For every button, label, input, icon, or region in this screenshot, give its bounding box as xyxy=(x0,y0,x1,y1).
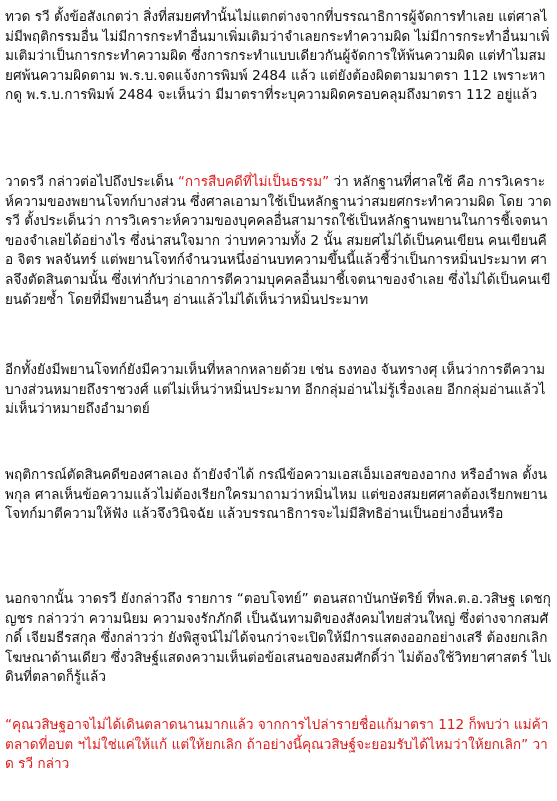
paragraph-2 xyxy=(5,173,552,310)
paragraph-3: อีกทั้งยังมีพยานโจทก์ยังมีความเห็นที่หลากหลายด้วย เช่น ธงทอง จันทรางศุ เห็นว่าการตีความบางส่วนหมายถึงราชวงศ์ แต่ไม่เห็นว่าหมิ่นประมาท อีกกลุ่มอ่านไม่รู้เรื่องเลย อีกกลุ่มอ่านแล้วไม่เห็นว่าหมายถึงอำมาตย์ xyxy=(5,362,546,418)
highlighted-phrase: “การสืบคดีที่ไม่เป็นธรรม” xyxy=(177,174,330,190)
paragraph-4: พฤติการณ์ตัดสินคดีของศาลเอง ถ้ายังจำได้ กรณีข้อความเอสเอ็มเอสของอากง หรืออำพล ตั้งนพกุล ศาลเห็นข้อความแล้วไม่ต้องเรียกใครมาถามว่าหมิ่นไหม แต่ของสมยศศาลต้องเรียกพยานโจทก์มาตีความให้ฟัง แล้วจึงวินิจฉัย แล้วบรรณาธิการจะไม่มีสิทธิอ่านเป็นอย่างอื่นหรือ xyxy=(5,467,548,523)
paragraph-2-intro: วาดรวี กล่าวต่อไปถึงประเด็น xyxy=(5,174,178,190)
paragraph-5: นอกจากนั้น วาดรวี ยังกล่าวถึง รายการ “ตอบโจทย์” ตอนสถาบันกษัตริย์ ที่พล.ต.อ.วสิษฐ เดชกุญชร กล่าวว่า ความนิยม ความจงรักภักดี เป็นฉันทามติของสังคมไทยส่วนใหญ่ ซึ่งต่างจากสมศักดิ์ เจียมธีรสกุล ซึ่งกล่าวว่า ยังพิสูจน์ไม่ได้จนกว่าจะเปิดให้มีการแสดงออกอย่างเสรี ต้องยกเลิกโฆษณาด้านเดียว ซึ่งวสิษฐ์แสดงความเห็นต่อข้อเสนอของสมศักดิ์ว่า ไม่ต้องใช้วิทยาศาสตร์ ไปเดินที่ตลาดก็รู้แล้ว xyxy=(5,591,552,686)
quote-paragraph: “คุณวสิษฐอาจไม่ได้เดินตลาดนานมากแล้ว จากการไปล่ารายชื่อแก้มาตรา 112 ก็พบว่า แม่ค้าตลาดที่อบต ฯไม่ใช่แค่ให้แก้ แต่ให้ยกเลิก ถ้าอย่างนี้คุณวสิษฐ์จะยอมรับได้ไหมว่าให้ยกเลิก” วาด รวี กล่าว xyxy=(5,717,549,773)
paragraph-1: ทวด รวี ตั้งข้อสังเกตว่า สิ่งที่สมยศทำนั้นไม่แตกต่างจากที่บรรณาธิการผู้จัดการทำเลย แต่ศาลไม่มีพฤติกรรมอื่น ไม่มีการกระทำอื่นมาเพิ่มเติมว่าจำเลยกระทำความผิด ไม่มีการกระทำอื่นมาเพิ่มเติมว่าเป็นการกระทำความผิด ซึ่งการกระทำแบบเดียวกันผู้จัดการให้พ้นความผิด แต่ทำไมสมยศพ้นความผิดตาม พ.ร.บ.จดแจ้งการพิมพ์ 2484 แล้ว แต่ยังต้องผิดตามมาตรา 112 เพราะหากดู พ.ร.บ.การพิมพ์ 2484 จะเห็นว่า มีมาตราที่ระบุความผิดครอบคลุมถึงมาตรา 112 อยู่แล้ว xyxy=(5,9,550,104)
paragraph-2-body: ว่า หลักฐานที่ศาลใช้ คือ การวิเคราะห์ความของพยานโจทก์บางส่วน ซึ่งศาลเอามาใช้เป็นหลักฐานว่าสมยศกระทำความผิด โดย วาด รวี ตั้งประเด็นว่า การวิเคราะห์ความของบุคคลอื่นสามารถใช้เป็นหลักฐานพยานในการชี้เจตนาของจำเลยได้อย่างไร ซึ่งน่าสนใจมาก ว่าบทความทั้ง 2 นั้น สมยศไม่ได้เป็นคนเขียน คนเขียนคือ จิตร พลจันทร์ แต่พยานโจทก์จำนวนหนึ่งอ่านบทความขึ้นนี้แล้วชี้ว่าเป็นการหมิ่นประมาท ศาลจึงตัดสินตามนั้น ซึ่งเท่ากับว่าเอาการตีความบุคคลอื่นมาชี้เจตนาของจำเลย ซึ่งไม่ได้เป็นคนเขียนด้วยซ้ำ โดยที่มีพยานอื่นๆ อ่านแล้วไม่ได้เห็นว่าหมิ่นประมาท xyxy=(5,174,552,308)
